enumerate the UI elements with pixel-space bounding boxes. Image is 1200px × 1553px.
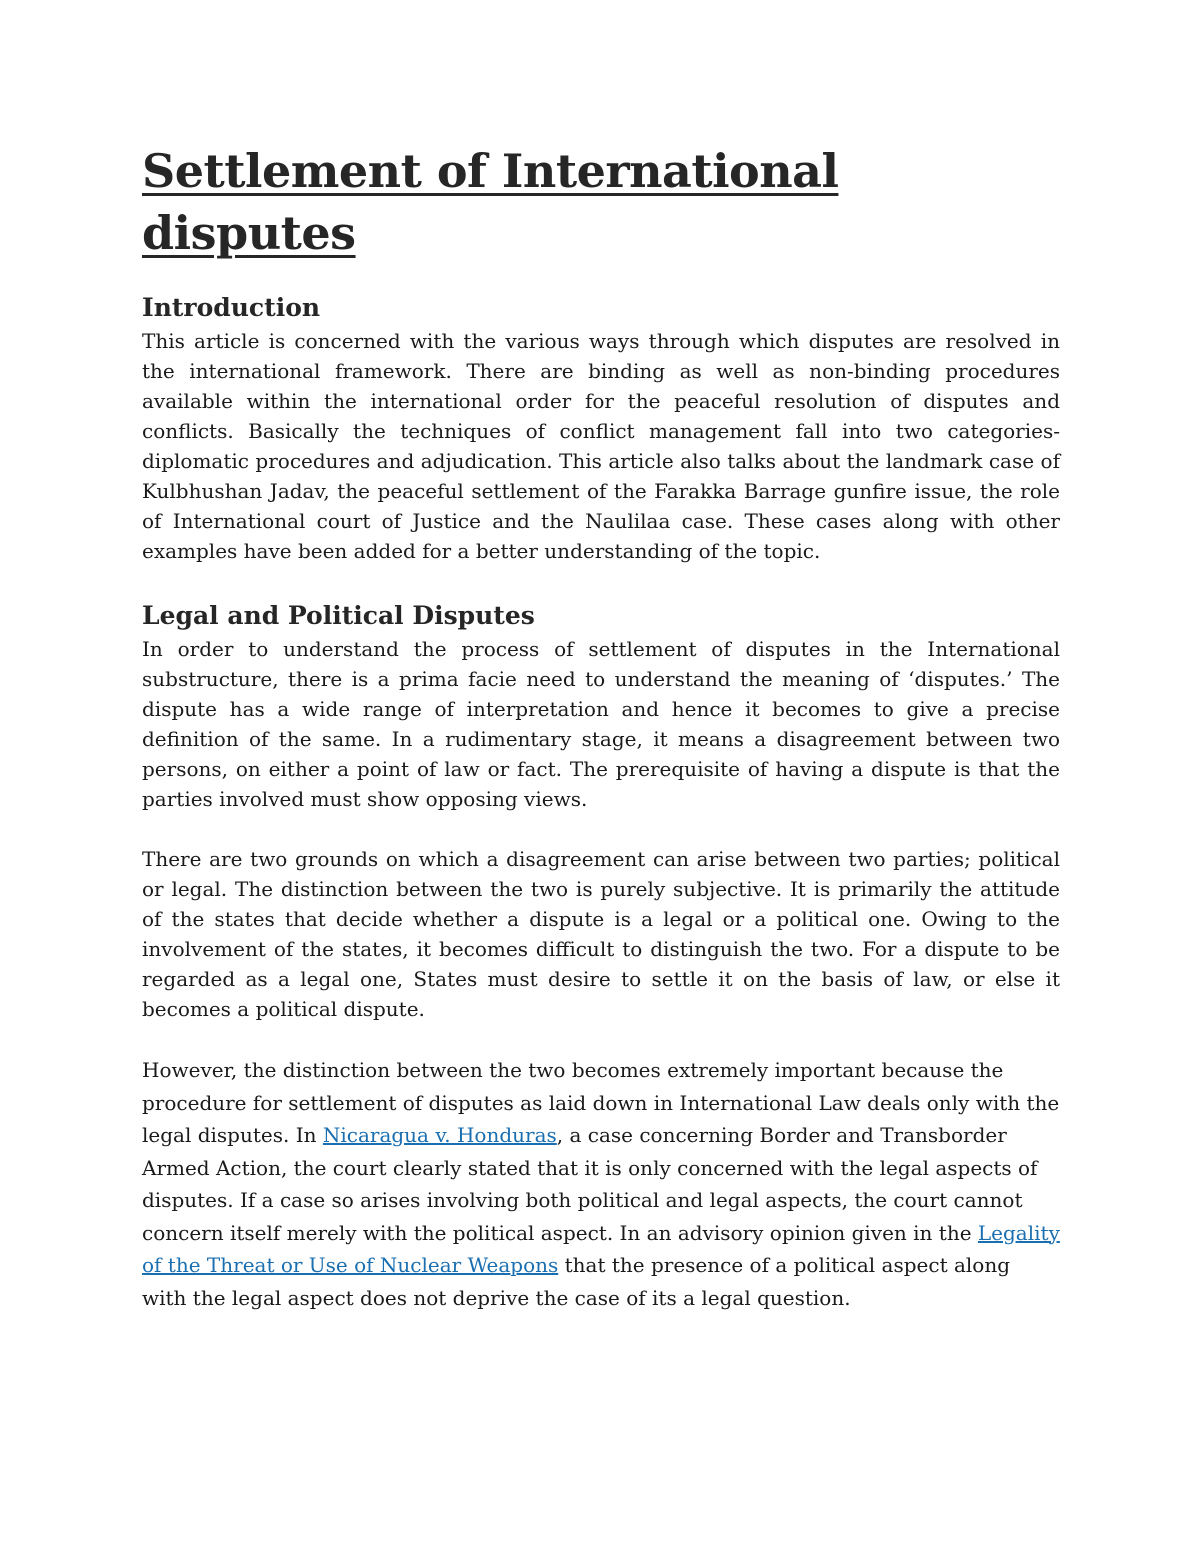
nuclear-weapons-link[interactable]: Legality of the Threat or Use of Nuclear Weapons — [142, 1220, 1060, 1277]
disputes-meaning-paragraph: In order to understand the process of settlement of disputes in the International substructure, there is a prima facie need to understand the meaning of ‘disputes.’ The dispute has a wide range of interpretation and hence it becomes to give a precise definition of the same. In a rudimentary stage, it means a disagreement between two persons, on either a point of law or fact. The prerequisite of having a dispute is that the parties involved must show opposing views. — [142, 637, 1060, 811]
document-page — [142, 140, 1060, 1314]
intro-paragraph: This article is concerned with the various ways through which disputes are resolved in the international framework. There are binding as well as non-binding procedures available within the international order for the peaceful resolution of disputes and conflicts. Basically the techniques of conflict management fall into two categories- diplomatic procedures and adjudication. This article also talks about the landmark case of Kulbhushan Jadav, the peaceful settlement of the Farakka Barrage gunfire issue, the role of International court of Justice and the Naulilaa case. These cases along with other examples have been added for a better understanding of the topic. — [142, 329, 1060, 563]
distinction-text-1: However, the distinction between the two becomes extremely important because the procedure for settlement of disputes as laid down in International Law deals only with the legal disputes. In — [142, 1058, 1060, 1147]
section-heading-introduction: Introduction — [142, 293, 321, 322]
grounds-paragraph: There are two grounds on which a disagreement can arise between two parties; political or legal. The distinction between the two is purely subjective. It is primarily the attitude of the states that decide whether a dispute is a legal or a political one. Owing to the involvement of the states, it becomes difficult to distinguish the two. For a dispute to be regarded as a legal one, States must desire to settle it on the basis of law, or else it becomes a political dispute. — [142, 847, 1060, 1021]
nicaragua-honduras-link[interactable]: Nicaragua v. Honduras — [322, 1123, 557, 1147]
section-heading-legal-political: Legal and Political Disputes — [142, 601, 535, 630]
distinction-text-3: that the presence of a political aspect along with the legal aspect does not deprive the case of its a legal question. — [142, 1253, 1011, 1310]
distinction-text-2: , a case concerning Border and Transborder Armed Action, the court clearly stated that it is only concerned with the legal aspects of disputes. If a case so arises involving both political and legal aspects, the court cannot concern itself merely with the political aspect. In an advisory opinion given in the — [142, 1123, 1038, 1245]
document-title: Settlement of International disputes — [142, 144, 839, 260]
distinction-paragraph — [142, 1054, 1060, 1314]
